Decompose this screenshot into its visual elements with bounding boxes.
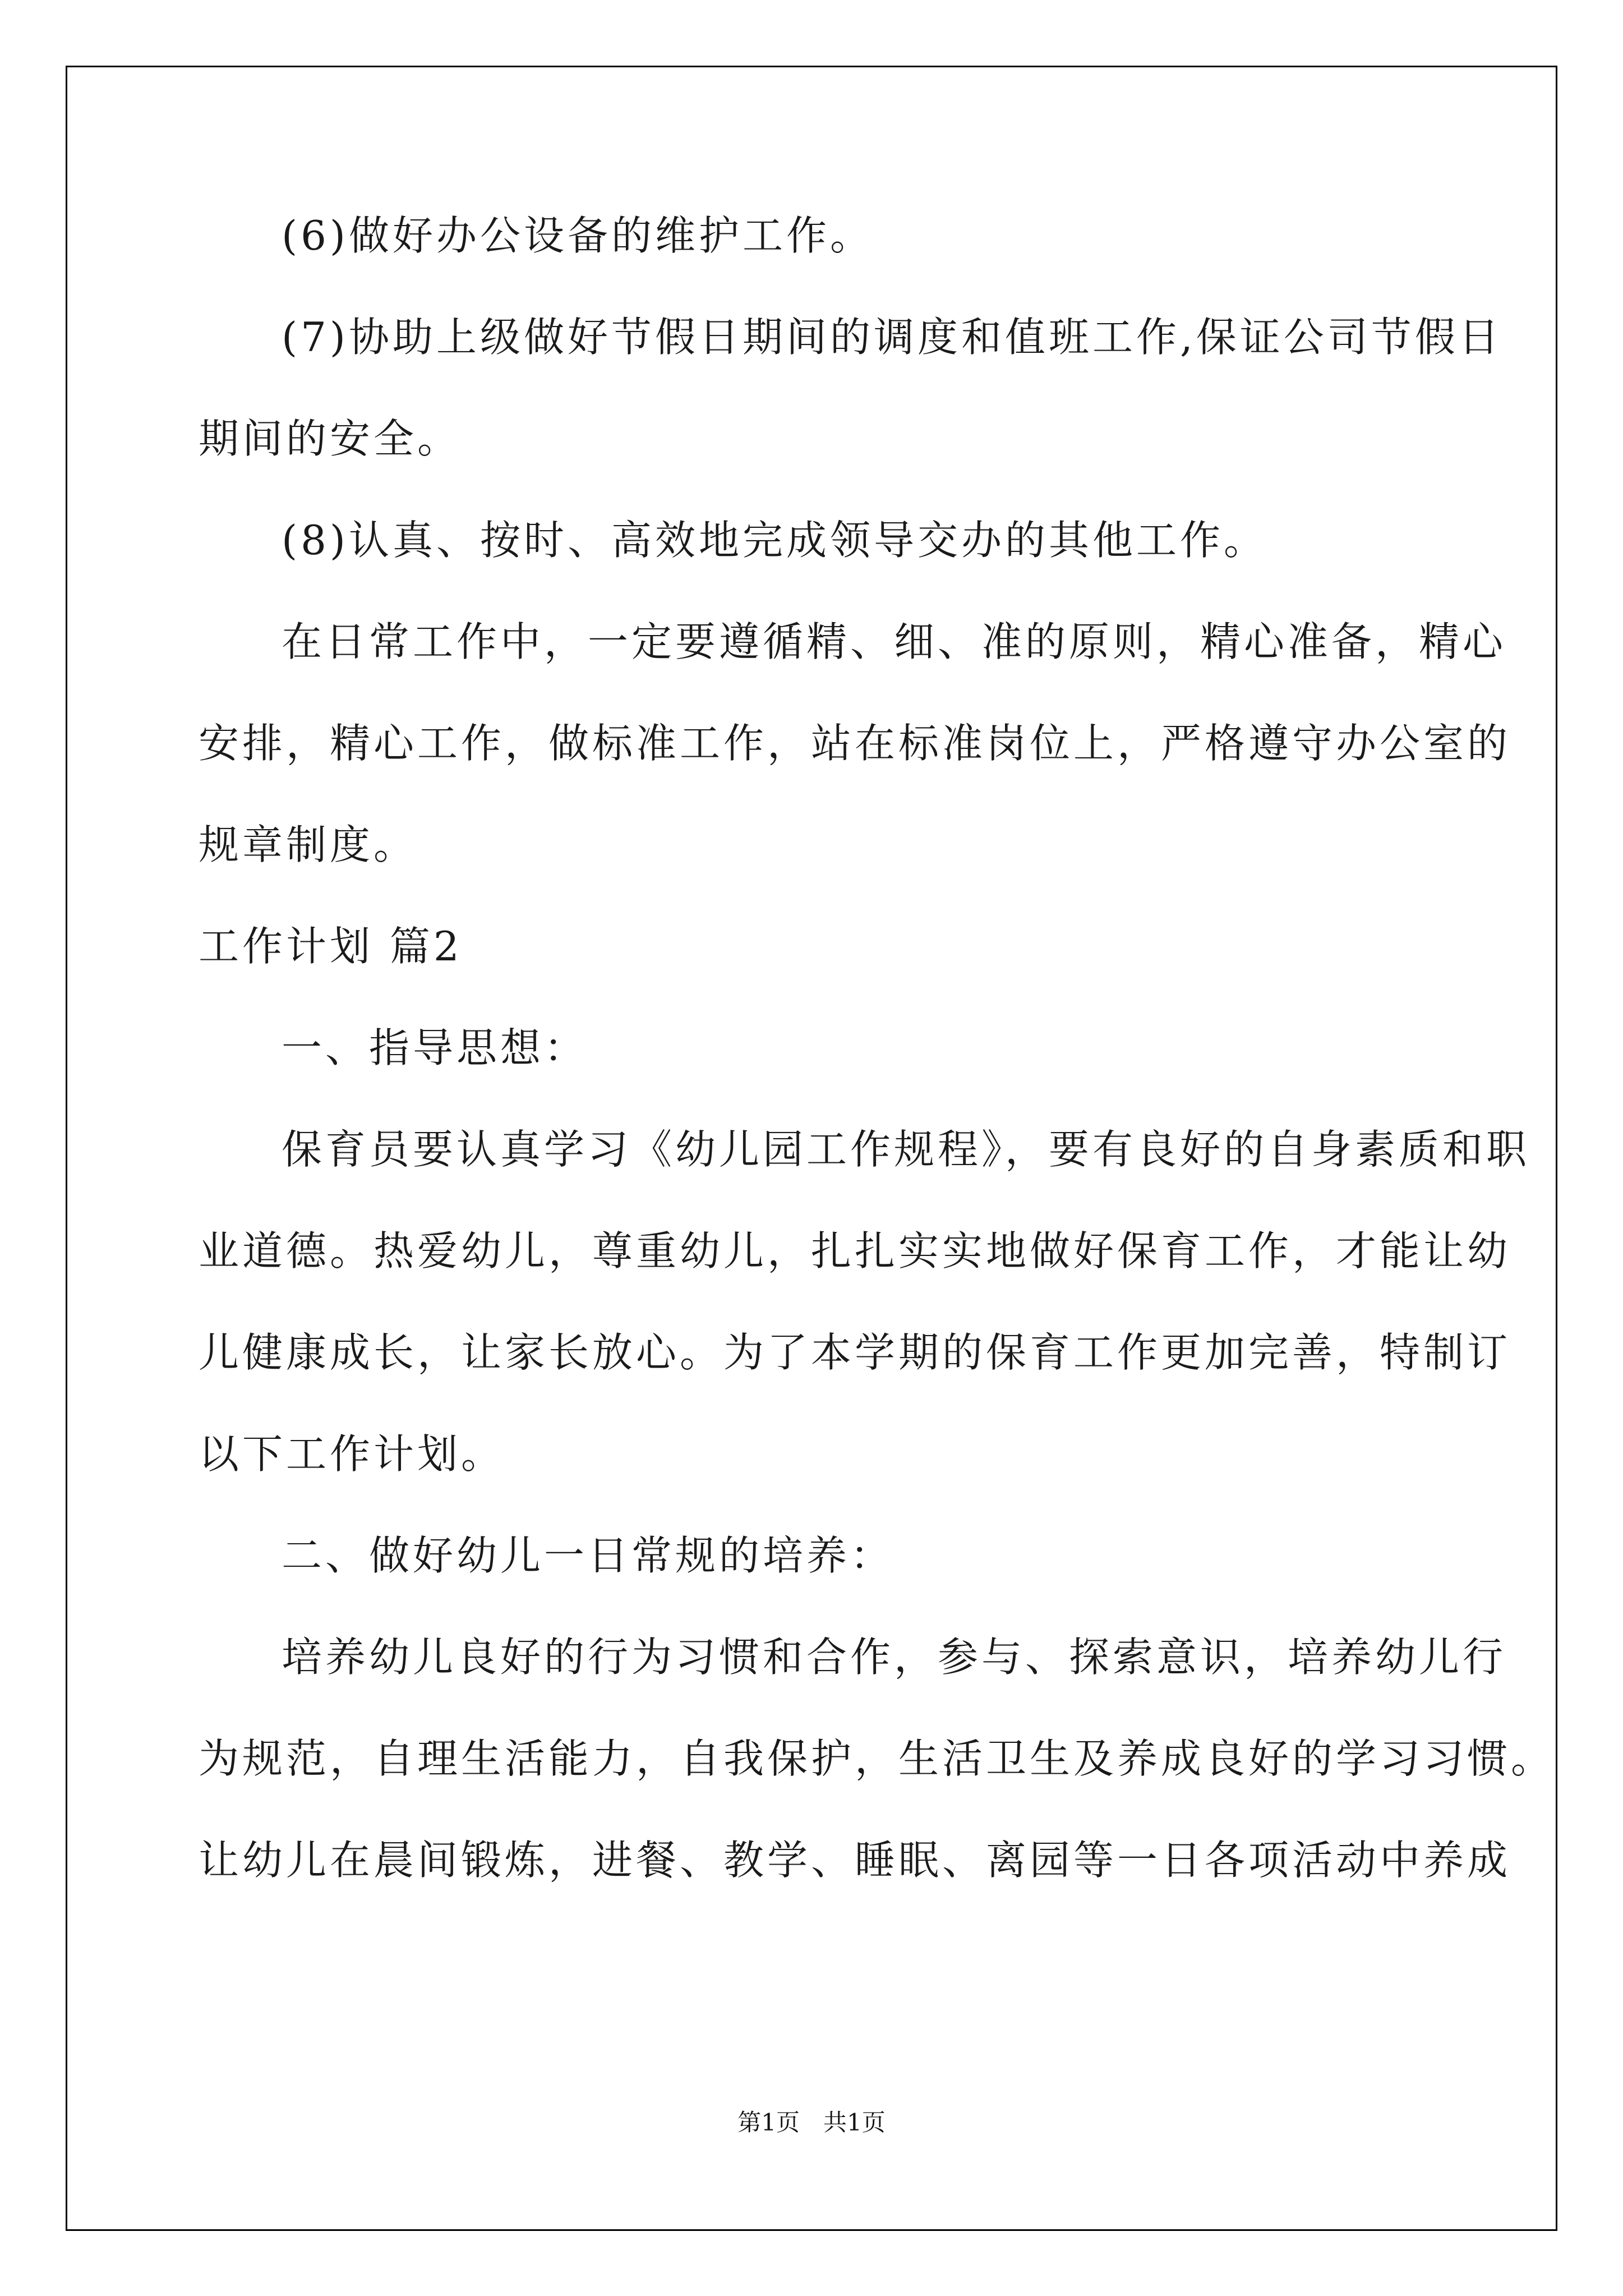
paragraph-line: 为规范，自理生活能力，自我保护，生活卫生及养成良好的学习习惯。 <box>199 1735 1555 1782</box>
paragraph-line: 以下工作计划。 <box>199 1430 505 1478</box>
paragraph-line: (8)认真、按时、高效地完成领导交办的其他工作。 <box>282 517 1267 564</box>
page-footer: 第1页 共1页 <box>737 2109 886 2136</box>
paragraph-line: 二、做好幼儿一日常规的培养： <box>282 1532 895 1579</box>
paragraph-line: 一、指导思想： <box>282 1024 588 1071</box>
paragraph-line: 在日常工作中，一定要遵循精、细、准的原则，精心准备，精心 <box>282 618 1507 665</box>
paragraph-line: 安排，精心工作，做标准工作，站在标准岗位上，严格遵守办公室的 <box>199 720 1511 767</box>
section-heading: 工作计划 篇2 <box>199 923 463 970</box>
paragraph-line: 保育员要认真学习《幼儿园工作规程》，要有良好的自身素质和职 <box>282 1126 1530 1173</box>
paragraph-line: 让幼儿在晨间锻炼，进餐、教学、睡眠、离园等一日各项活动中养成 <box>199 1837 1511 1884</box>
paragraph-line: 期间的安全。 <box>199 415 462 462</box>
paragraph-line: (7)协助上级做好节假日期间的调度和值班工作,保证公司节假日 <box>282 314 1502 361</box>
paragraph-line: 儿健康成长，让家长放心。为了本学期的保育工作更加完善，特制订 <box>199 1329 1511 1376</box>
paragraph-line: 业道德。热爱幼儿，尊重幼儿，扎扎实实地做好保育工作，才能让幼 <box>199 1227 1511 1274</box>
paragraph-line: (6)做好办公设备的维护工作。 <box>282 212 874 259</box>
paragraph-line: 培养幼儿良好的行为习惯和合作，参与、探索意识，培养幼儿行 <box>282 1634 1507 1681</box>
paragraph-line: 规章制度。 <box>199 821 418 868</box>
